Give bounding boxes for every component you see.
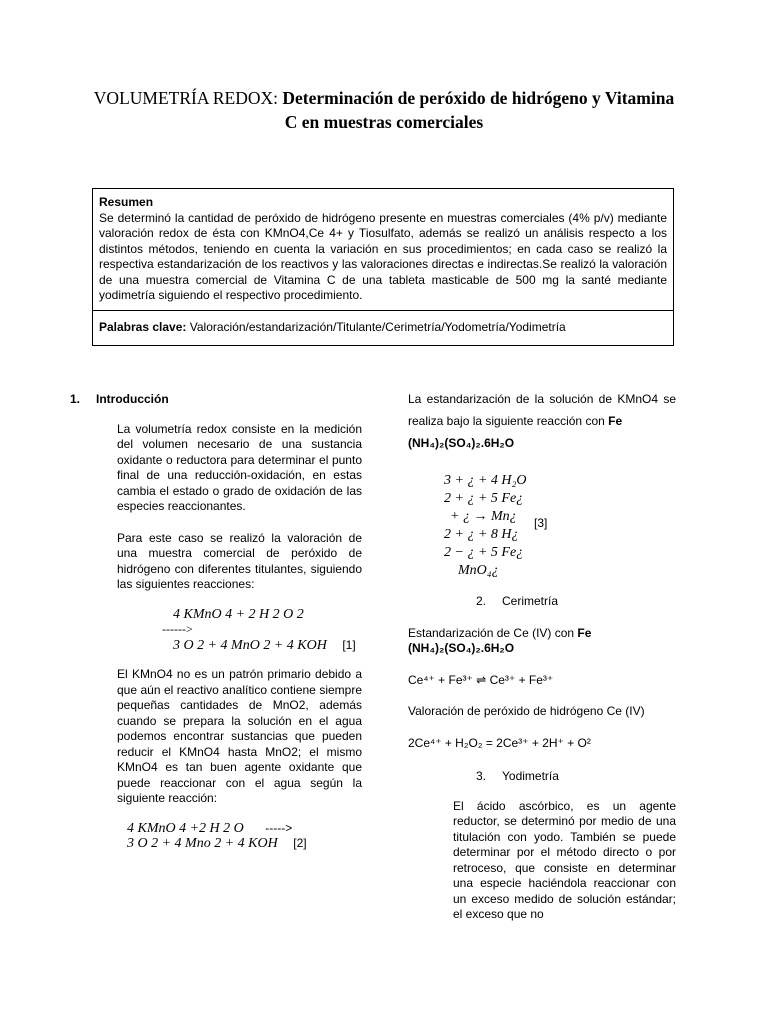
section-title: Introducción <box>96 392 169 406</box>
equation-2-arrow: -----> <box>265 820 293 835</box>
equation-3-line-2: 2 + ¿ + 5 Fe¿ <box>444 491 524 506</box>
title-prefix: VOLUMETRÍA REDOX: <box>93 88 283 108</box>
standardization-salt: (NH₄)₂(SO₄)₂.6H₂O <box>408 436 515 450</box>
equation-1-line-1: 4 KMnO 4 + 2 H 2 O 2 <box>173 606 304 622</box>
intro-paragraph-3: El KMnO4 no es un patrón primario debido a que aún el reactivo analítico contiene siempre pequeñas cantidades de MnO2, además cuando se prepara la solución en el agua podemos encontrar sustancias que pueden reducir el KMnO4 hasta MnO2; el mismo KMnO4 es tan buen agente oxidante que puede reaccionar con el agua según la siguiente reacción: <box>117 667 362 805</box>
section-number: 1. <box>70 392 81 406</box>
section-heading-yodimetria <box>476 769 676 785</box>
equation-2-line-2 <box>127 836 362 852</box>
title-main: Determinación de peróxido de hidrógeno y Vitamina <box>282 88 675 108</box>
equation-2-products: 3 O 2 + 4 Mno 2 + 4 KOH <box>127 836 278 851</box>
equation-3-line-4: 2 + ¿ + 8 H¿ <box>444 527 519 542</box>
section-title: Cerimetría <box>502 594 559 608</box>
abstract-heading: Resumen <box>99 195 154 209</box>
equation-2-line-1 <box>127 821 362 837</box>
intro-paragraph-2: Para este caso se realizó la valoración de una muestra comercial de peróxido de hidrógeno con diferentes titulantes, siguiendo las siguientes reacciones: <box>117 530 362 591</box>
equation-1-ref: [1] <box>342 637 356 652</box>
intro-paragraph-1: La volumetría redox consiste en la medición del volumen necesario de una sustancia oxidante o reductora para determinar el punto final de una reducción-oxidación, en estas cambia el estado o grado de oxidación de las especies reaccionantes. <box>117 421 362 513</box>
equation-3-ref: [3] <box>534 516 548 530</box>
cerimetry-text: Estandarización de Ce (IV) con <box>408 625 578 640</box>
abstract-box <box>92 188 674 346</box>
keywords-label: Palabras clave: <box>99 320 187 334</box>
equation-3-line-3: + ¿ → Mn¿ <box>450 509 517 524</box>
left-column <box>70 392 362 852</box>
abstract-text: Se determinó la cantidad de peróxido de hidrógeno presente en muestras comerciales (4% p/v) mediante valoración redox de ésta con KMnO4,Ce 4+ y Tiosulfato, además se realizó un análisis respecto a los distintos métodos, teniendo en cuenta la variación en sus procedimientos; en cada caso se realizó la respectiva estandarización de los reactivos y las valoraciones directas e indirectas.Se realizó la valoración de una muestra comercial de Vitamina C de una tableta masticable de 500 mg la santé mediante yodimetría siguiendo el respectivo procedimiento. <box>99 210 667 302</box>
document-title <box>80 86 688 134</box>
iodimetry-paragraph: El ácido ascórbico, es un agente reductor, se determinó por medio de una titulación con yodo. También se puede determinar por el método directo o por retroceso, que consiste en determinar una especie haciéndola reaccionar con un exceso medido de solución estándar; el exceso que no <box>453 798 676 921</box>
equation-3-line-5: 2 − ¿ + 5 Fe¿ <box>444 545 524 560</box>
section-heading-introduccion <box>70 392 362 408</box>
equation-3-line-6: MnO₄¿ <box>458 563 499 578</box>
cerimetry-fe: Fe <box>577 625 592 640</box>
equation-5: 2Ce⁴⁺ + H₂O₂ = 2Ce³⁺ + 2H⁺ + O² <box>408 735 591 750</box>
equation-1-products: 3 O 2 + 4 MnO 2 + 4 KOH <box>173 637 327 653</box>
section-heading-cerimetria <box>476 594 676 610</box>
standardization-text: La estandarización de la solución de KMnO4 se realiza bajo la siguiente reacción con <box>408 392 676 428</box>
equation-2-reactants: 4 KMnO 4 +2 H 2 O <box>127 820 244 836</box>
standardization-fe: Fe <box>608 414 623 428</box>
cerimetry-salt: (NH₄)₂(SO₄)₂.6H₂O <box>408 641 515 655</box>
cerimetry-titration-label: Valoración de peróxido de hidrógeno Ce (IV) <box>408 704 645 718</box>
equation-3 <box>444 472 676 580</box>
section-title: Yodimetría <box>502 769 559 783</box>
equation-1-arrow: ------> <box>162 622 193 636</box>
abstract-divider <box>93 310 673 311</box>
equation-3-line-1: 3 + ¿ + 4 H₂O <box>444 473 527 488</box>
cerimetry-standardization <box>408 626 676 657</box>
right-column <box>408 388 676 923</box>
title-line2: C en muestras comerciales <box>284 112 484 132</box>
section-number: 3. <box>476 769 487 783</box>
keywords-list: Valoración/estandarización/Titulante/Cerimetría/Yodometría/Yodimetría <box>186 320 566 334</box>
section-number: 2. <box>476 594 487 608</box>
standardization-paragraph <box>408 388 676 454</box>
keywords <box>99 320 566 334</box>
equation-4: Ce⁴⁺ + Fe³⁺ ⇌ Ce³⁺ + Fe³⁺ <box>408 672 554 687</box>
equation-2-ref: [2] <box>293 836 307 850</box>
equation-1-line-2 <box>173 638 362 654</box>
